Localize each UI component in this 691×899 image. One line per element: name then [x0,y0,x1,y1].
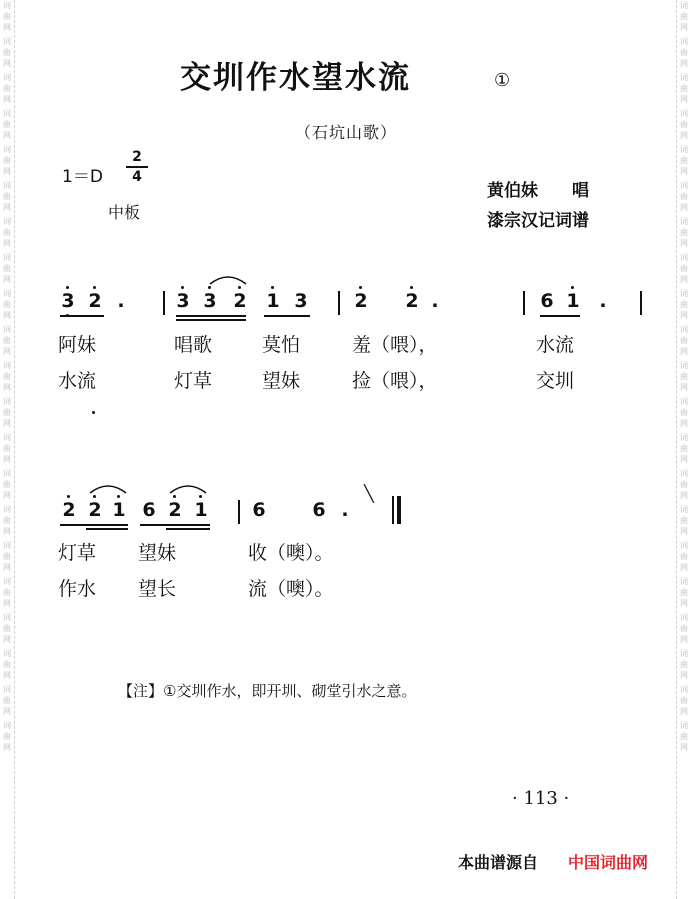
note: 6 [142,499,156,521]
lyric-word: 灯草 [174,370,213,392]
barline [163,291,165,315]
octave-dot-high [66,286,69,289]
octave-dot-high [181,286,184,289]
augmentation-dot: . [341,499,349,521]
time-signature-bottom: 4 [132,168,142,185]
underline [540,315,580,317]
page-number: · 113 · [512,788,570,809]
augmentation-dot: . [117,290,125,312]
underline [176,315,246,317]
title-footnote-mark: ① [494,70,511,91]
left-edge-watermark: 词曲网 词曲网 词曲网 词曲网 词曲网 词曲网 词曲网 词曲网 词曲网 词曲网 词曲网 词曲网 词曲网 词曲网 词曲网 词曲网 词曲网 词曲网 词曲网 词曲网 词曲网 [0,0,15,899]
underline [176,319,246,321]
octave-dot-high [208,286,211,289]
source-site-link[interactable]: 中国词曲网 [568,853,649,872]
final-barline-thick [397,496,401,524]
barline [338,291,340,315]
underline [140,524,210,526]
slur-arc [208,273,248,285]
time-signature-bar [126,166,148,168]
note: 1 [266,290,280,312]
lyric-word: 交圳 [536,370,575,392]
underline [166,528,210,530]
tempo-marking: 中板 [108,203,141,222]
octave-dot-high [238,286,241,289]
octave-dot-high [173,495,176,498]
note: 2 [88,499,102,521]
note: 1 [112,499,126,521]
underline [86,528,128,530]
barline [640,291,642,315]
right-edge-watermark: 词曲网 词曲网 词曲网 词曲网 词曲网 词曲网 词曲网 词曲网 词曲网 词曲网 词曲网 词曲网 词曲网 词曲网 词曲网 词曲网 词曲网 词曲网 词曲网 词曲网 词曲网 [676,0,691,899]
note: 2 [168,499,182,521]
octave-dot-high [67,495,70,498]
slur-arc [168,482,208,494]
source-label: 本曲谱源自 [458,853,539,872]
octave-dot-high [571,286,574,289]
lyric-word: 收（噢）。 [248,542,334,564]
lyric-word: 作水 [58,578,97,600]
underline [60,315,104,317]
lyric-word: 灯草 [58,542,97,564]
lyric-word: 望妹 [262,370,301,392]
note: 6 [252,499,266,521]
slur-arc [88,482,128,494]
lyric-word: 流（噢）。 [248,578,334,600]
note: 2 [88,290,102,312]
footnote: 【注】①交圳作水，即开圳、砌堂引水之意。 [118,682,417,700]
time-signature [126,150,148,184]
augmentation-dot: . [599,290,607,312]
note: 2 [354,290,368,312]
lyric-word: 羞（喂）， [352,334,438,356]
note: 2 [405,290,419,312]
note: 6 [540,290,554,312]
credit-transcriber: 漆宗汉记词谱 [487,211,589,231]
octave-dot-high [271,286,274,289]
note: 1 [566,290,580,312]
note: 6 [312,499,326,521]
lyric-word: 望长 [138,578,177,600]
song-subtitle: （石坑山歌） [295,123,398,142]
octave-dot-high [199,495,202,498]
augmentation-dot: . [431,290,439,312]
note: 3 [61,290,75,312]
song-title: 交圳作水望水流 [180,60,411,96]
octave-dot-high [93,286,96,289]
stray-dot [92,411,95,414]
barline [238,500,240,524]
octave-dot-high [93,495,96,498]
lyric-word: 莫怕 [262,334,301,356]
note: 1 [194,499,208,521]
lyric-word: 水流 [58,370,97,392]
octave-dot-high [117,495,120,498]
lyric-word: 唱歌 [174,334,213,356]
lyric-word: 阿妹 [58,334,97,356]
lyric-word: 望妹 [138,542,177,564]
note: 2 [62,499,76,521]
lyric-word: 捡（喂）， [352,370,438,392]
note: 3 [203,290,217,312]
octave-dot-high [410,286,413,289]
note: 3 [176,290,190,312]
barline [523,291,525,315]
octave-dot-high [359,286,362,289]
underline [60,524,128,526]
final-barline-thin [392,496,394,524]
key-signature: 1＝D [62,167,103,187]
note: 2 [233,290,247,312]
note: 3 [294,290,308,312]
credit-singer: 黄伯妹 唱 [487,181,589,201]
underline [264,315,310,317]
time-signature-top: 2 [132,149,142,165]
breath-mark: ╲ [364,484,374,503]
lyric-word: 水流 [536,334,575,356]
